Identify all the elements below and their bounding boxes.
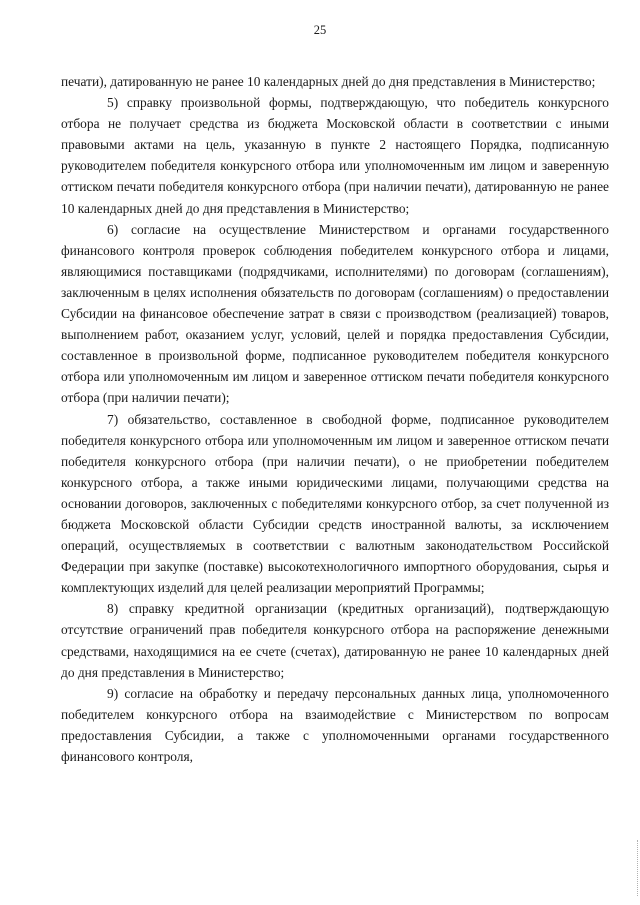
paragraph: 9) согласие на обработку и передачу персональных данных лица, уполномоченного победителем конкурсного отбора на взаимодействие с Министерством по вопросам предоставления Субсидии, а также с уполномоченными органами государственного финансового контроля,	[61, 685, 609, 764]
paragraph: 7) обязательство, составленное в свободной форме, подписанное руководителем победителя конкурсного отбора или уполномоченным им лицом и заверенное оттиском печати победителя конкурсного отбора (при наличии печати), о не приобретении победителем конкурсного отбора, а также иными юридическими лицами, получающими средства на основании договоров, заключенных с победителями конкурсного отбор, за счет полученной из бюджета Московской области Субсидии средств иностранной валюты, за исключением операций, осуществляемых в соответствии с валютным законодательством Российской Федерации при закупке (поставке) высокотехнологичного импортного оборудования, сырья и комплектующих изделий для целей реализации мероприятий Программы;	[61, 411, 609, 596]
paragraph: 6) согласие на осуществление Министерством и органами государственного финансового контроля проверок соблюдения победителем конкурсного отбора и лицами, являющимися поставщиками (подрядчиками, исполнителями) по договорам (соглашениям), заключенным в целях исполнения обязательств по договорам (соглашениям) о предоставлении Субсидии на финансовое обеспечение затрат в связи с производством (реализацией) товаров, выполнением работ, оказанием услуг, условий, целей и порядка предоставления Субсидии, составленное в произвольной форме, подписанное руководителем победителя конкурсного отбора или уполномоченным им лицом и заверенное оттиском печати победителя конкурсного отбора (при наличии печати);	[61, 221, 609, 406]
paragraph: 5) справку произвольной формы, подтверждающую, что победитель конкурсного отбора не получает средства из бюджета Московской области в соответствии с иными правовыми актами на цель, указанную в пункте 2 настоящего Порядка, подписанную руководителем победителя конкурсного отбора или уполномоченным им лицом и заверенную оттиском печати победителя конкурсного отбора (при наличии печати), датированную не ранее 10 календарных дней до дня представления в Министерство;	[61, 95, 609, 216]
paragraph: 8) справку кредитной организации (кредитных организаций), подтверждающую отсутствие ограничений прав победителя конкурсного отбора на распоряжение денежными средствами, находящимися на ее счете (счетах), датированную не ранее 10 календарных дней до дня представления в Министерство;	[61, 601, 609, 680]
paragraph: печати), датированную не ранее 10 календарных дней до дня представления в Министерство;	[61, 74, 596, 89]
document-body	[61, 71, 609, 767]
scan-edge-mark	[635, 840, 638, 896]
page-number: 25	[313, 23, 327, 37]
